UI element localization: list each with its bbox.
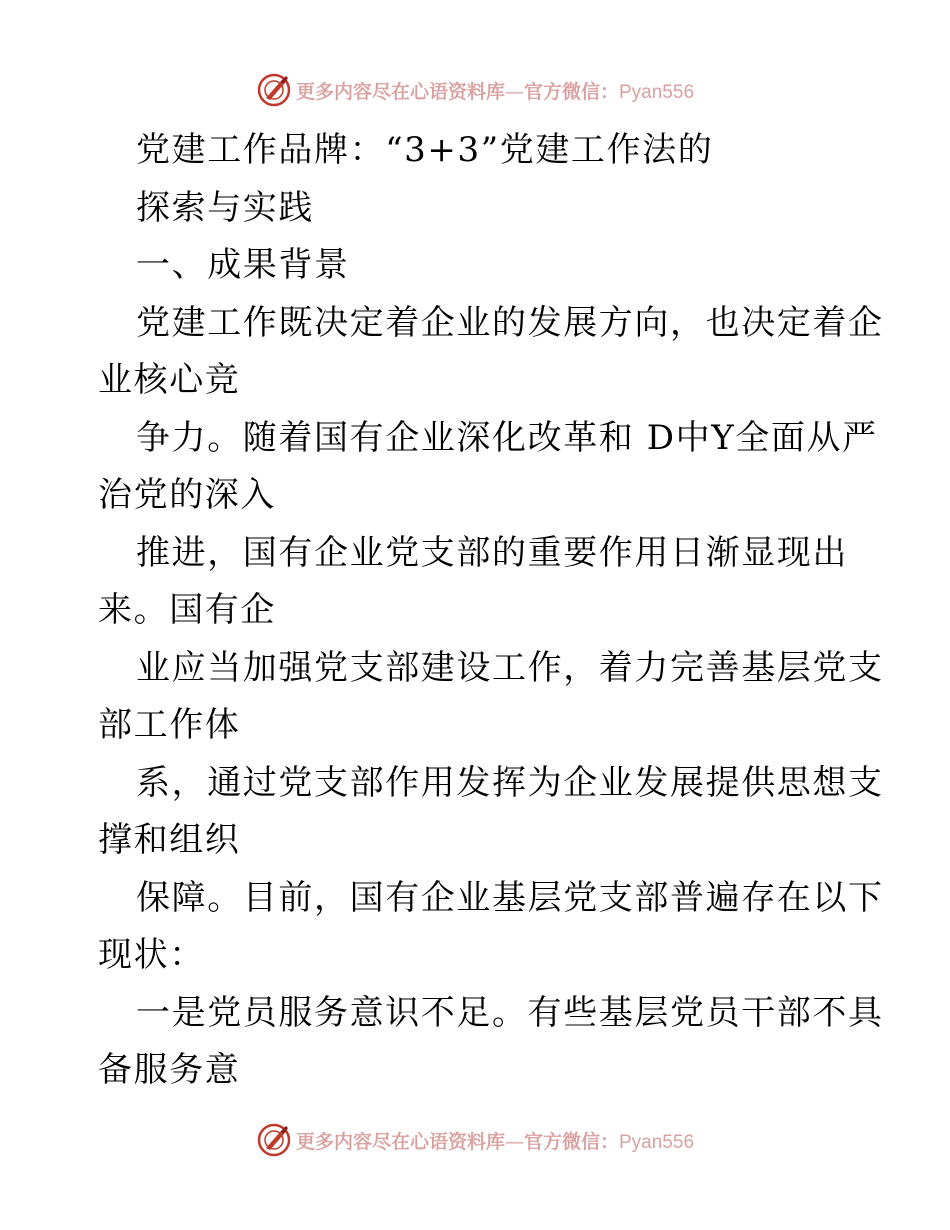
text-line: 业应当加强党支部建设工作，着力完善基层党支 [136, 647, 884, 688]
pen-logo-icon [256, 1122, 292, 1158]
watermark-dash: — [504, 1130, 524, 1153]
text-line: 系，通过党支部作用发挥为企业发展提供思想支 [136, 762, 884, 803]
text-line: 业核心竞 [98, 360, 241, 400]
text-line: 党建工作品牌：“3+3”党建工作法的 [136, 130, 714, 170]
text-line: 撑和组织 [98, 820, 241, 860]
watermark-contact: 官方微信： [523, 80, 619, 103]
text-line: 探索与实践 [136, 187, 314, 228]
text-line: 一、成果背景 [136, 245, 350, 285]
watermark-brand: 更多内容尽在心语资料库 [295, 80, 505, 103]
text-line: 党建工作既决定着企业的发展方向，也决定着企 [136, 302, 884, 343]
text-line: 现状： [98, 935, 205, 975]
text-line: 治党的深入 [98, 475, 276, 515]
header-watermark [0, 70, 950, 110]
watermark-handle: Pyan556 [619, 1131, 695, 1153]
text-line: 争力。随着国有企业深化改革和 D中Y全面从严 [136, 417, 878, 458]
text-line: 保障。目前，国有企业基层党支部普遍存在以下 [136, 877, 884, 918]
text-line: 推进，国有企业党支部的重要作用日渐显现出 [136, 532, 848, 573]
watermark-text [296, 77, 694, 104]
text-line: 备服务意 [98, 1050, 241, 1090]
watermark-contact: 官方微信： [523, 1130, 619, 1153]
footer-watermark [0, 1120, 950, 1160]
watermark-text [296, 1127, 694, 1154]
text-line: 一是党员服务意识不足。有些基层党员干部不具 [136, 992, 884, 1033]
text-line: 来。国有企 [98, 590, 276, 630]
pen-logo-icon [256, 72, 292, 108]
text-line: 部工作体 [98, 705, 241, 745]
watermark-handle: Pyan556 [619, 81, 695, 103]
watermark-brand: 更多内容尽在心语资料库 [295, 1130, 505, 1153]
document-body [98, 122, 884, 1100]
watermark-dash: — [504, 80, 524, 103]
